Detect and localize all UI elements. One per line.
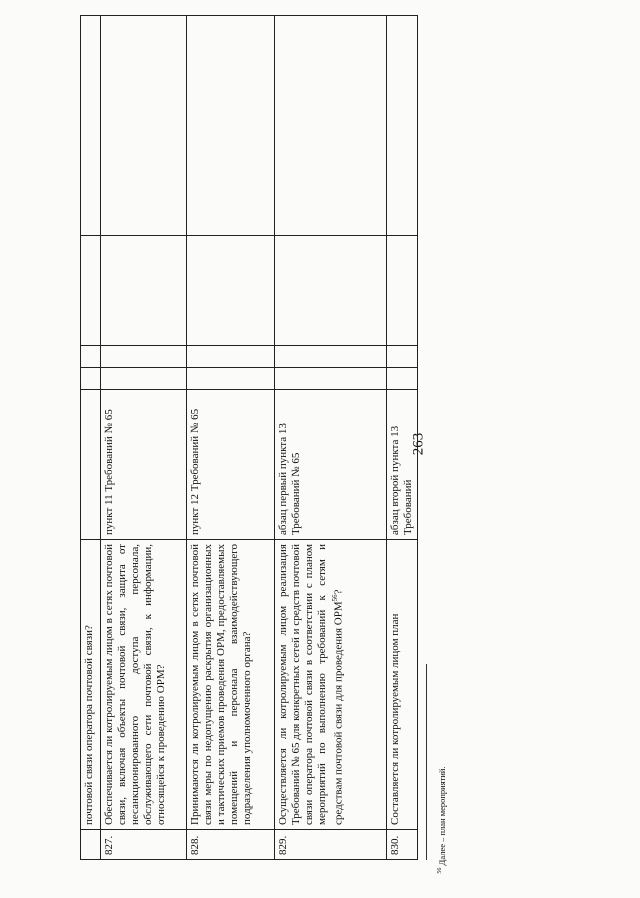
footnote-mark: 56 [331, 594, 339, 602]
na-cell [387, 236, 418, 346]
footnote-text: Далее – план мероприятий. [437, 766, 447, 866]
note-cell [387, 16, 418, 236]
footnote-rule [426, 664, 427, 860]
answer-yes-cell [101, 368, 187, 390]
table-row [81, 16, 101, 860]
note-cell [275, 16, 387, 236]
note-cell [101, 16, 187, 236]
answer-yes-cell [275, 368, 387, 390]
question-cell: Составляется ли котролируемым лицом план [387, 540, 418, 830]
answer-no-cell [101, 346, 187, 368]
question-end: ? [332, 589, 345, 595]
na-cell [187, 236, 275, 346]
question-text: Осуществляется ли котролируемым лицом реализация Требований № 65 для конкретных сетей и средств почтовой связи оператора почтовой связи в соответствии с планом мероприятий по выполнению требований к сетям и средствам почтовой связи для проведения ОРМ [277, 544, 345, 825]
rotated-table-container [80, 16, 413, 860]
na-cell [275, 236, 387, 346]
row-number: 830. [387, 830, 418, 860]
reference-cell [81, 390, 101, 540]
question-cell: почтовой связи оператора почтовой связи? [81, 540, 101, 830]
row-number: 828. [187, 830, 275, 860]
row-number: 827. [101, 830, 187, 860]
answer-no-cell [387, 346, 418, 368]
page-number: 263 [410, 432, 427, 456]
question-cell [275, 540, 387, 830]
reference-cell: абзац первый пункта 13 Требований № 65 [275, 390, 387, 540]
table-row [187, 16, 275, 860]
row-number: 829. [275, 830, 387, 860]
requirements-table [80, 15, 418, 860]
question-cell: Принимаются ли котролируемым лицом в сетях почтовой связи меры по недопущению раскрытия организационных и тактических приемов проведения ОРМ, предоставляемых помещений и персонала взаимодействующего подразделения уполномоченного органа? [187, 540, 275, 830]
footnote-number: 56 [437, 867, 444, 874]
question-cell: Обеспечивается ли котролируемым лицом в сетях почтовой связи, включая объекты почтовой связи, защита от несанкционированного доступа персонала, обслуживающего сети почтовой связи, к информации, относящейся к проведению ОРМ? [101, 540, 187, 830]
reference-cell: пункт 11 Требований № 65 [101, 390, 187, 540]
answer-yes-cell [387, 368, 418, 390]
footnote [437, 766, 447, 873]
answer-no-cell [187, 346, 275, 368]
table-row [387, 16, 418, 860]
answer-no-cell [81, 346, 101, 368]
reference-cell: абзац второй пункта 13 Требований [387, 390, 418, 540]
note-cell [81, 16, 101, 236]
na-cell [101, 236, 187, 346]
note-cell [187, 16, 275, 236]
answer-no-cell [275, 346, 387, 368]
table-row [101, 16, 187, 860]
reference-cell: пункт 12 Требований № 65 [187, 390, 275, 540]
answer-yes-cell [187, 368, 275, 390]
row-number [81, 830, 101, 860]
answer-yes-cell [81, 368, 101, 390]
table-row [275, 16, 387, 860]
na-cell [81, 236, 101, 346]
